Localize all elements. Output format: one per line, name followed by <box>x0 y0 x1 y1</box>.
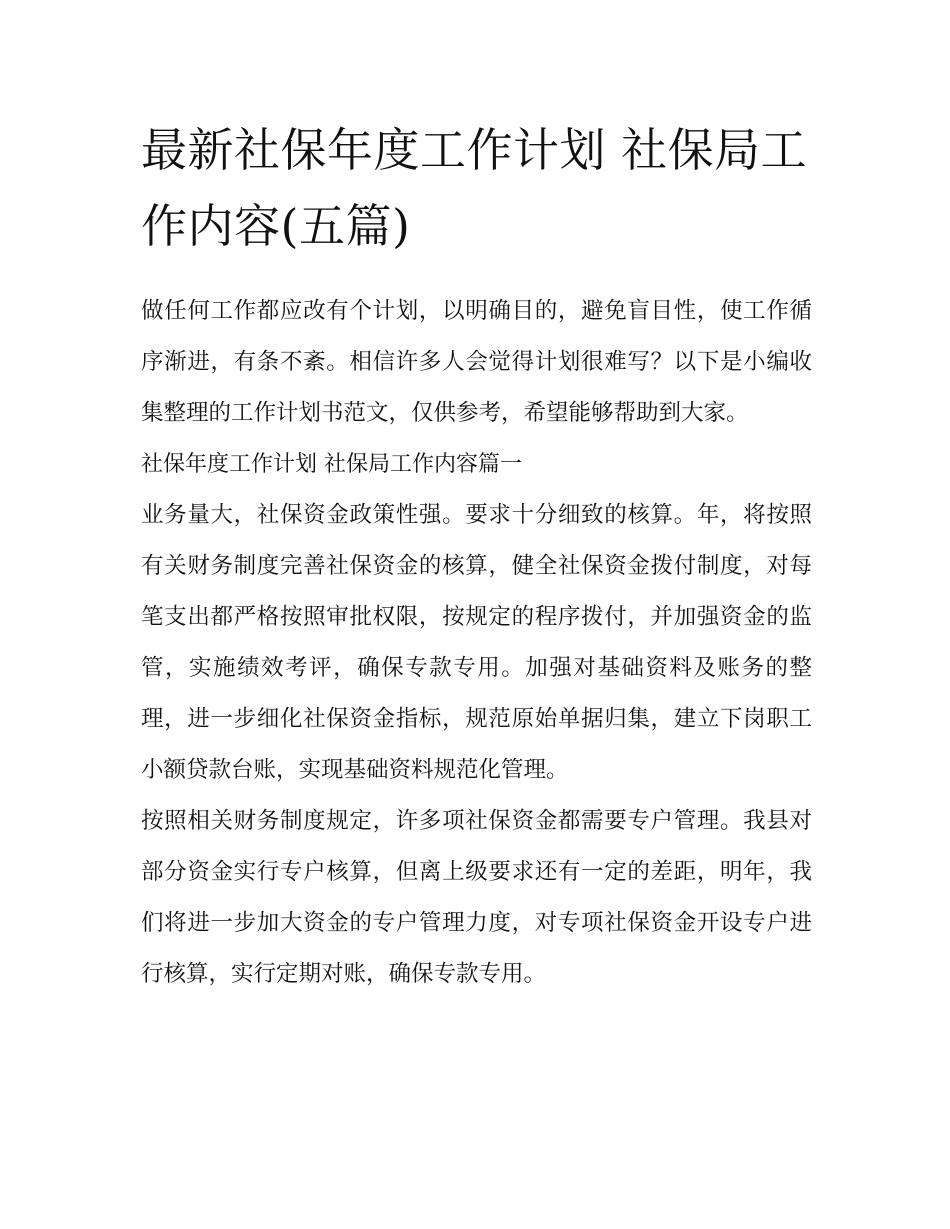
document-title: 最新社保年度工作计划 社保局工作内容(五篇) <box>141 123 808 253</box>
body-paragraph-1: 业务量大，社保资金政策性强。要求十分细致的核算。年，将按照有关财务制度完善社保资金的核算，健全社保资金拨付制度，对每笔支出都严格按照审批权限，按规定的程序拨付，并加强资金的监管，实施绩效考评，确保专款专用。加强对基础资料及账务的整理，进一步细化社保资金指标，规范原始单据归集，建立下岗职工小额贷款台账，实现基础资料规范化管理。 <box>141 502 812 783</box>
section-heading: 社保年度工作计划 社保局工作内容篇一 <box>141 452 522 477</box>
body-paragraph-2: 按照相关财务制度规定，许多项社保资金都需要专户管理。我县对部分资金实行专户核算，但离上级要求还有一定的差距，明年，我们将进一步加大资金的专户管理力度，对专项社保资金开设专户进行核算，实行定期对账，确保专款专用。 <box>141 808 812 987</box>
intro-paragraph: 做任何工作都应改有个计划，以明确目的，避免盲目性，使工作循序渐进，有条不紊。相信许多人会觉得计划很难写？以下是小编收集整理的工作计划书范文，仅供参考，希望能够帮助到大家。 <box>141 298 812 426</box>
